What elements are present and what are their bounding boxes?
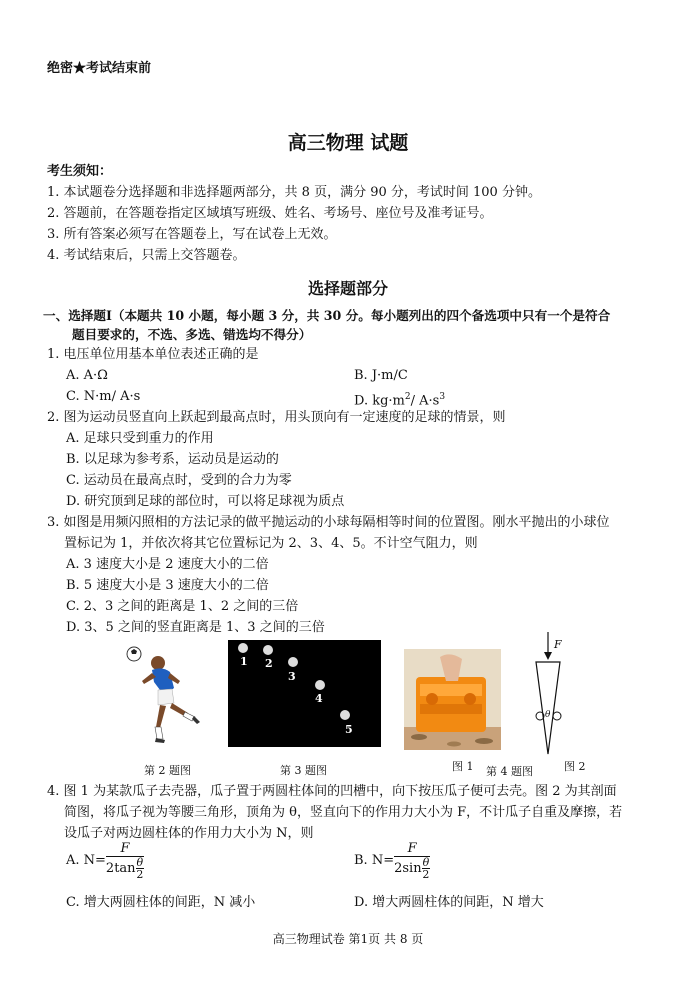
q2-option-d: D. 研究顶到足球的部位时，可以将足球视为质点 [66, 494, 345, 509]
ball-label-4: 4 [315, 692, 323, 705]
force-arrow-icon [544, 652, 552, 660]
q4-a-prefix: A. N= [66, 853, 106, 868]
ball-label-5: 5 [345, 723, 353, 736]
q4-b-numerator: F [394, 842, 430, 857]
ball-label-2: 2 [265, 657, 273, 670]
q2-option-c: C. 运动员在最高点时，受到的合力为零 [66, 473, 292, 488]
seed-triangle [536, 662, 560, 754]
notice-heading: 考生须知： [47, 164, 113, 179]
ball-label-3: 3 [288, 670, 296, 683]
q1-d-sup1: 2 [404, 392, 411, 402]
q3-stem: 3. 如图是用频闪照相的方法记录的做平抛运动的小球每隔相等时间的位置图。刚水平抛出的小球位 [47, 515, 610, 530]
q4-stem: 4. 图 1 为某款瓜子去壳器，瓜子置于两圆柱体间的凹槽中，向下按压瓜子便可去壳。图 2 为其剖面 [47, 784, 617, 799]
q3-option-d: D. 3、5 之间的竖直距离是 1、3 之间的三倍 [66, 620, 325, 635]
q4-stem-cont: 简图，将瓜子视为等腰三角形，顶角为 θ，竖直向下的作用力大小为 F，不计瓜子自重及摩擦，若 [64, 805, 623, 820]
q4-b-denominator [394, 857, 430, 880]
q1-d-prefix: D. kg·m [354, 393, 405, 409]
notice-item: 2. 答题前，在答题卷指定区域填写班级、姓名、考场号、座位号及准考证号。 [47, 206, 493, 221]
q1-option-b: B. J·m/C [354, 368, 408, 383]
q4-a-half-num: θ [136, 856, 144, 869]
q2-option-b: B. 以足球为参考系，运动员是运动的 [66, 452, 279, 467]
q4-a-half-angle [136, 857, 145, 880]
notice-item: 1. 本试题卷分选择题和非选择题两部分，共 8 页，满分 90 分，考试时间 100 分钟。 [47, 185, 541, 200]
q2-stem: 2. 图为运动员竖直向上跃起到最高点时，用头顶向有一定速度的足球的情景，则 [47, 410, 506, 425]
q4-b-half-num: θ [422, 856, 430, 869]
fig2-caption: 第 2 题图 [144, 764, 191, 777]
part1-heading-cont: 题目要求的，不选、多选、错选均不得分） [72, 327, 312, 342]
q2-option-a: A. 足球只受到重力的作用 [66, 431, 214, 446]
angle-label: θ [545, 710, 551, 720]
page-footer: 高三物理试卷 第1页 共 8 页 [272, 932, 424, 946]
strobe-balls [228, 640, 381, 747]
strobe-photo [228, 640, 381, 747]
force-label: F [554, 638, 562, 651]
q4-a-half-den: 2 [136, 868, 144, 881]
q4-a-fraction [106, 842, 144, 880]
page-title: 高三物理 试题 [287, 132, 409, 154]
q1-d-sup2: 3 [439, 392, 446, 402]
q4-a-numerator: F [106, 842, 144, 857]
fig4-caption: 第 4 题图 [486, 765, 533, 778]
force-diagram [530, 630, 570, 760]
sheller-photo [404, 649, 501, 750]
secret-label: 绝密★考试结束前 [47, 61, 152, 76]
q1-option-d [354, 388, 445, 410]
q4-option-d: D. 增大两圆柱体的间距，N 增大 [354, 895, 544, 910]
q4-option-a [66, 842, 144, 880]
fig3-caption: 第 3 题图 [280, 764, 327, 777]
q4-stem-cont2: 设瓜子对两边圆柱体的作用力大小为 N，则 [64, 826, 314, 841]
q3-option-c: C. 2、3 之间的距离是 1、2 之间的三倍 [66, 599, 299, 614]
section-title: 选择题部分 [307, 279, 388, 298]
q1-option-c: C. N·m/ A·s [66, 389, 141, 404]
part1-heading: 一、选择题Ⅰ（本题共 10 小题，每小题 3 分，共 30 分。每小题列出的四个备选项中只有一个是符合 [43, 308, 611, 323]
q1-stem: 1. 电压单位用基本单位表述正确的是 [47, 347, 259, 362]
q4-a-den-fn: 2tan [105, 861, 136, 876]
q4-option-c: C. 增大两圆柱体的间距，N 减小 [66, 895, 256, 910]
q4-b-fraction [394, 842, 430, 880]
q1-option-a: A. A·Ω [66, 368, 108, 383]
q3-option-b: B. 5 速度大小是 3 速度大小的二倍 [66, 578, 269, 593]
q3-option-a: A. 3 速度大小是 2 速度大小的二倍 [66, 557, 269, 572]
q1-d-mid: / A·s [410, 393, 440, 409]
fig4-sub2-label: 图 2 [564, 760, 586, 773]
q4-option-b [354, 842, 430, 880]
q4-a-denominator [106, 857, 144, 880]
fig4-sub1-label: 图 1 [452, 760, 474, 773]
athlete-figure [122, 643, 206, 747]
notice-item: 3. 所有答案必须写在答题卷上，写在试卷上无效。 [47, 227, 337, 242]
q4-b-prefix: B. N= [354, 853, 395, 868]
q4-b-den-fn: 2sin [394, 861, 422, 876]
ball-label-1: 1 [240, 655, 248, 668]
q3-stem-cont: 置标记为 1，并依次将其它位置标记为 2、3、4、5。不计空气阻力，则 [64, 536, 478, 551]
q4-b-half-den: 2 [422, 868, 430, 881]
q4-b-half-angle [422, 857, 431, 880]
notice-item: 4. 考试结束后，只需上交答题卷。 [47, 248, 246, 263]
